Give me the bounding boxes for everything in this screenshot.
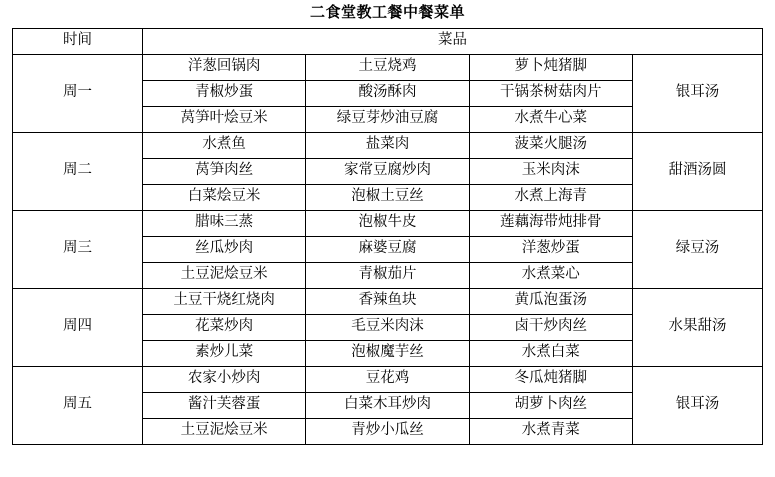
dish-cell: 莴笋肉丝 xyxy=(143,158,306,184)
dish-cell: 农家小炒肉 xyxy=(143,366,306,392)
dish-cell: 萝卜炖猪脚 xyxy=(469,54,632,80)
dish-cell: 冬瓜炖猪脚 xyxy=(469,366,632,392)
menu-table xyxy=(12,28,763,445)
dish-cell: 腊味三蒸 xyxy=(143,210,306,236)
soup-cell: 绿豆汤 xyxy=(632,210,762,288)
dish-cell: 洋葱炒蛋 xyxy=(469,236,632,262)
dish-cell: 莴笋叶烩豆米 xyxy=(143,106,306,132)
day-label: 周二 xyxy=(13,132,143,210)
dish-cell: 白菜木耳炒肉 xyxy=(306,392,469,418)
dish-cell: 胡萝卜肉丝 xyxy=(469,392,632,418)
dish-cell: 莲藕海带炖排骨 xyxy=(469,210,632,236)
dish-cell: 花菜炒肉 xyxy=(143,314,306,340)
day-label: 周一 xyxy=(13,54,143,132)
dish-cell: 水煮青菜 xyxy=(469,418,632,444)
day-label: 周三 xyxy=(13,210,143,288)
table-header-row xyxy=(13,28,763,54)
dish-cell: 酱汁芙蓉蛋 xyxy=(143,392,306,418)
dish-cell: 青炒小瓜丝 xyxy=(306,418,469,444)
dish-cell: 土豆泥烩豆米 xyxy=(143,262,306,288)
dish-cell: 麻婆豆腐 xyxy=(306,236,469,262)
dish-cell: 黄瓜泡蛋汤 xyxy=(469,288,632,314)
day-label: 周四 xyxy=(13,288,143,366)
dish-cell: 水煮上海青 xyxy=(469,184,632,210)
dish-cell: 泡椒土豆丝 xyxy=(306,184,469,210)
dish-cell: 菠菜火腿汤 xyxy=(469,132,632,158)
dish-cell: 土豆烧鸡 xyxy=(306,54,469,80)
dish-cell: 丝瓜炒肉 xyxy=(143,236,306,262)
dish-cell: 白菜烩豆米 xyxy=(143,184,306,210)
soup-cell: 甜酒汤圆 xyxy=(632,132,762,210)
dish-cell: 土豆干烧红烧肉 xyxy=(143,288,306,314)
dish-cell: 土豆泥烩豆米 xyxy=(143,418,306,444)
soup-cell: 银耳汤 xyxy=(632,366,762,444)
dish-cell: 青椒茄片 xyxy=(306,262,469,288)
dish-cell: 盐菜肉 xyxy=(306,132,469,158)
table-row xyxy=(13,54,763,80)
dish-cell: 绿豆芽炒油豆腐 xyxy=(306,106,469,132)
header-time: 时间 xyxy=(13,28,143,54)
dish-cell: 豆花鸡 xyxy=(306,366,469,392)
dish-cell: 干锅茶树菇肉片 xyxy=(469,80,632,106)
dish-cell: 卤干炒肉丝 xyxy=(469,314,632,340)
dish-cell: 水煮菜心 xyxy=(469,262,632,288)
soup-cell: 银耳汤 xyxy=(632,54,762,132)
dish-cell: 素炒儿菜 xyxy=(143,340,306,366)
table-row xyxy=(13,210,763,236)
dish-cell: 毛豆米肉沫 xyxy=(306,314,469,340)
table-row xyxy=(13,366,763,392)
table-row xyxy=(13,132,763,158)
table-row xyxy=(13,288,763,314)
dish-cell: 香辣鱼块 xyxy=(306,288,469,314)
dish-cell: 酸汤酥肉 xyxy=(306,80,469,106)
soup-cell: 水果甜汤 xyxy=(632,288,762,366)
dish-cell: 玉米肉沫 xyxy=(469,158,632,184)
dish-cell: 水煮鱼 xyxy=(143,132,306,158)
dish-cell: 水煮牛心菜 xyxy=(469,106,632,132)
dish-cell: 家常豆腐炒肉 xyxy=(306,158,469,184)
header-dishes: 菜品 xyxy=(143,28,763,54)
dish-cell: 洋葱回锅肉 xyxy=(143,54,306,80)
day-label: 周五 xyxy=(13,366,143,444)
dish-cell: 泡椒牛皮 xyxy=(306,210,469,236)
dish-cell: 水煮白菜 xyxy=(469,340,632,366)
dish-cell: 泡椒魔芋丝 xyxy=(306,340,469,366)
dish-cell: 青椒炒蛋 xyxy=(143,80,306,106)
page-title: 二食堂教工餐中餐菜单 xyxy=(309,5,465,21)
